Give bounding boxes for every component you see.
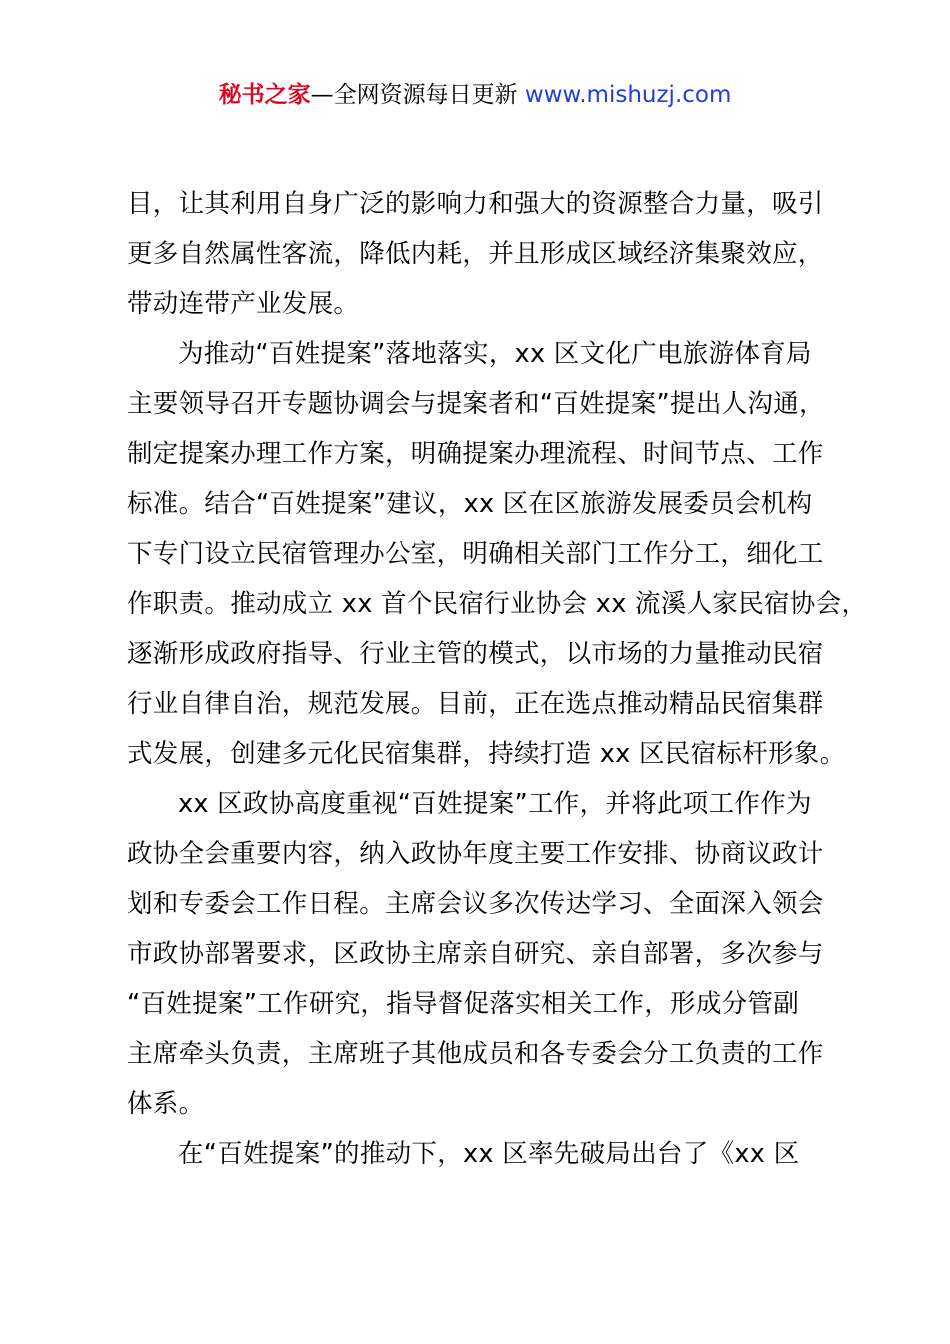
text-line: 标准。结合“百姓提案”建议，xx 区在区旅游发展委员会机构 xyxy=(127,489,813,519)
text-line: 作职责。推动成立 xx 首个民宿行业协会 xx 流溪人家民宿协会， xyxy=(127,589,868,619)
text-line: 带动连带产业发展。 xyxy=(127,289,360,319)
text-line: 在“百姓提案”的推动下，xx 区率先破局出台了《xx 区 xyxy=(178,1139,800,1169)
text-line: 体系。 xyxy=(127,1089,205,1119)
text-line: 逐渐形成政府指导、行业主管的模式，以市场的力量推动民宿 xyxy=(127,639,824,669)
text-line: 行业自律自治，规范发展。目前，正在选点推动精品民宿集群 xyxy=(127,689,824,719)
site-url-link[interactable]: www.mishuzj.com xyxy=(524,82,732,108)
page-header xyxy=(0,78,950,112)
text-line: 主要领导召开专题协调会与提案者和“百姓提案”提出人沟通， xyxy=(127,389,825,419)
text-line: 政协全会重要内容，纳入政协年度主要工作安排、协商议政计 xyxy=(127,839,824,869)
text-line: 划和专委会工作日程。主席会议多次传达学习、全面深入领会 xyxy=(127,889,824,919)
text-line: 市政协部署要求，区政协主席亲自研究、亲自部署，多次参与 xyxy=(127,939,824,969)
document-body xyxy=(127,184,868,1184)
text-line: 下专门设立民宿管理办公室，明确相关部门工作分工，细化工 xyxy=(127,539,824,569)
text-line: 更多自然属性客流，降低内耗，并且形成区域经济集聚效应， xyxy=(127,239,824,269)
text-line: 目，让其利用自身广泛的影响力和强大的资源整合力量，吸引 xyxy=(127,189,824,219)
text-line: “百姓提案”工作研究，指导督促落实相关工作，形成分管副 xyxy=(127,989,800,1019)
text-line: 主席牵头负责，主席班子其他成员和各专委会分工负责的工作 xyxy=(127,1039,824,1069)
text-line: 式发展，创建多元化民宿集群，持续打造 xx 区民宿标杆形象。 xyxy=(127,739,846,769)
site-brand: 秘书之家 xyxy=(218,82,311,108)
site-tagline: —全网资源每日更新 xyxy=(310,82,525,108)
text-line: 制定提案办理工作方案，明确提案办理流程、时间节点、工作 xyxy=(127,439,824,469)
text-line: 为推动“百姓提案”落地落实，xx 区文化广电旅游体育局 xyxy=(178,339,812,369)
text-line: xx 区政协高度重视“百姓提案”工作，并将此项工作作为 xyxy=(178,789,812,819)
